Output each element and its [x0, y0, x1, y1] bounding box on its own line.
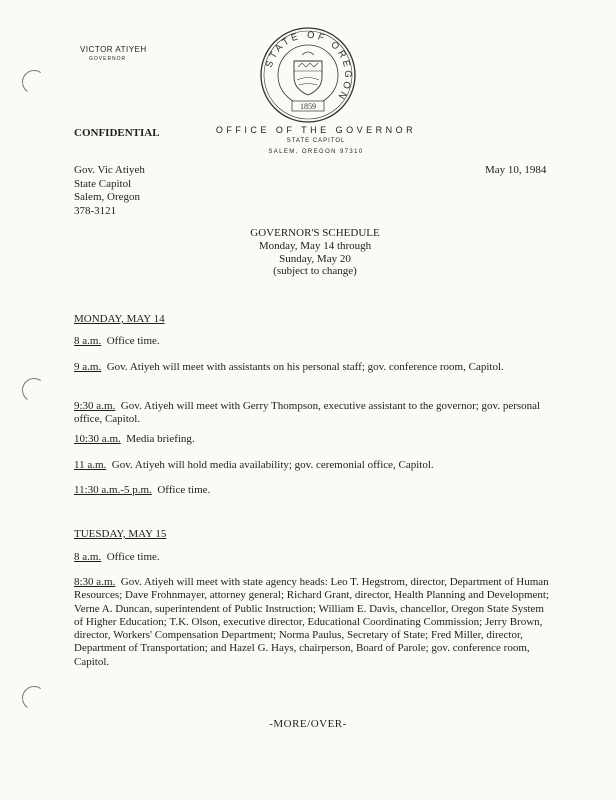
- entry-time: 10:30 a.m.: [74, 433, 121, 445]
- address-block: [74, 164, 145, 218]
- schedule-entry: [74, 551, 552, 564]
- entry-text: Media briefing.: [126, 433, 195, 445]
- entry-text: Office time.: [106, 551, 160, 563]
- office-building: STATE CAPITOL: [286, 138, 346, 144]
- schedule-entry: [74, 433, 552, 446]
- schedule-heading-line: Sunday, May 20: [279, 252, 351, 265]
- schedule-entry: [74, 335, 552, 348]
- schedule-heading-line: (subject to change): [273, 265, 357, 278]
- more-over-footer: -MORE/OVER-: [269, 718, 347, 730]
- seal-ring-text: STATE OF OREGON: [263, 29, 354, 104]
- entry-time: 8:30 a.m.: [74, 576, 116, 588]
- punch-hole-mark: [20, 684, 48, 712]
- entry-text: Gov. Atiyeh will meet with assistants on his personal staff; gov. conference room, Capitol.: [106, 361, 504, 373]
- schedule-heading-line: GOVERNOR'S SCHEDULE: [250, 227, 380, 239]
- entry-time: 8 a.m.: [74, 335, 102, 347]
- schedule-heading-line: Monday, May 14 through: [258, 239, 372, 252]
- address-line: 378-3121: [74, 204, 117, 217]
- office-city: SALEM, OREGON 97310: [268, 149, 364, 155]
- seal-year: 1859: [300, 102, 316, 111]
- schedule-entry: [74, 576, 552, 669]
- governor-name: VICTOR ATIYEH: [80, 45, 147, 54]
- schedule-heading: [220, 227, 410, 278]
- entry-text: Gov. Atiyeh will hold media availability; gov. ceremonial office, Capitol.: [111, 459, 434, 471]
- entry-text: Office time.: [157, 484, 211, 496]
- address-line: Salem, Oregon: [74, 191, 140, 203]
- entry-time: 11:30 a.m.-5 p.m.: [74, 484, 152, 496]
- entry-time: 9 a.m.: [74, 361, 102, 373]
- schedule-entry: [74, 361, 552, 374]
- address-line: State Capitol: [74, 177, 132, 190]
- entry-time: 8 a.m.: [74, 551, 102, 563]
- confidential-label: CONFIDENTIAL: [74, 127, 160, 139]
- day-heading: TUESDAY, MAY 15: [74, 528, 167, 540]
- letter-date: May 10, 1984: [485, 164, 547, 176]
- schedule-entry: [74, 400, 552, 427]
- entry-text: Office time.: [106, 335, 160, 347]
- entry-text: Gov. Atiyeh will meet with Gerry Thompson, executive assistant to the governor; gov. personal office, Capitol.: [74, 400, 541, 426]
- day-heading: MONDAY, MAY 14: [74, 313, 165, 325]
- oregon-state-seal-icon: [258, 25, 358, 125]
- address-line: Gov. Vic Atiyeh: [74, 164, 145, 176]
- entry-time: 11 a.m.: [74, 459, 107, 471]
- schedule-entry: [74, 459, 552, 472]
- punch-hole-mark: [20, 68, 48, 96]
- entry-time: 9:30 a.m.: [74, 400, 116, 412]
- entry-text: Gov. Atiyeh will meet with state agency heads: Leo T. Hegstrom, director, Department of Human Resources; Dave Frohnmayer, attorney general; Richard Grant, director, Health Planning and Development; Verne A. Duncan, superintendent of Public Instruction; William E. Davis, chancellor, Oregon State System of Higher Education; T.K. Olson, executive director, Educational Coordinating Commission; Jerry Brown, director, Workers' Compensation Department; Norma Paulus, Secretary of State; Fred Miller, director, Department of Transportation; and Hazel G. Hays, chairperson, Board of Parole; gov. conference room, Capitol.: [74, 576, 550, 668]
- office-title: OFFICE OF THE GOVERNOR: [215, 125, 417, 135]
- governor-title: GOVERNOR: [89, 56, 127, 62]
- schedule-entry: [74, 484, 552, 497]
- punch-hole-mark: [20, 376, 48, 404]
